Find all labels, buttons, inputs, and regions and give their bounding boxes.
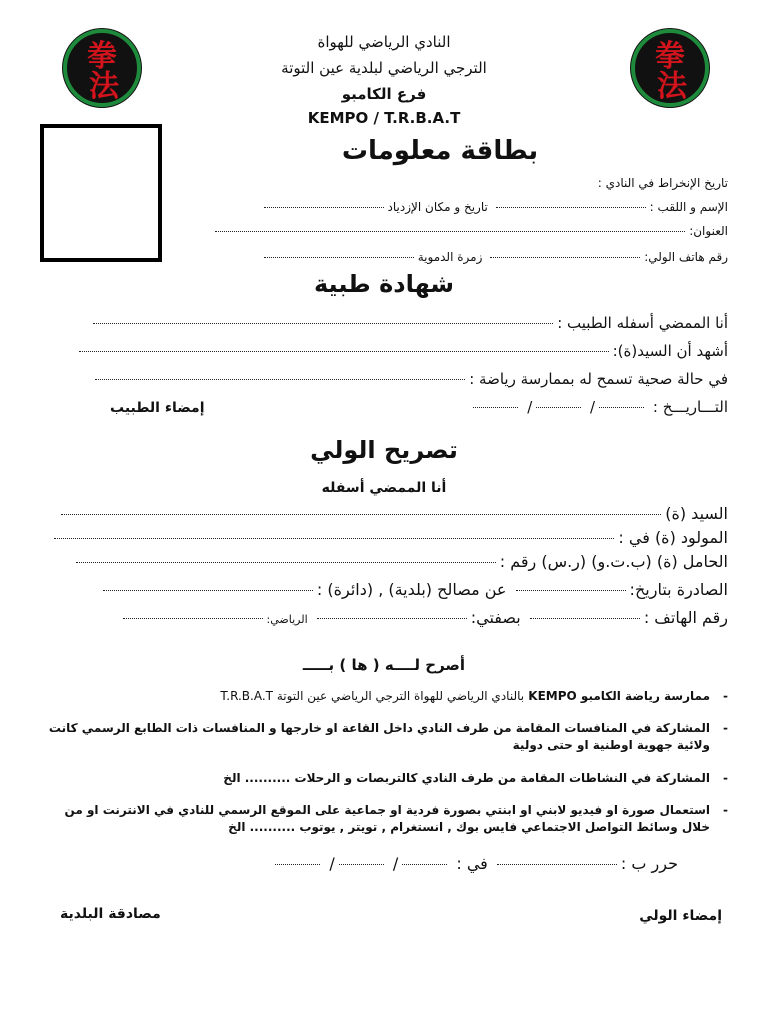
authorization-item-text: المشاركة في النشاطات المقامة من طرف النادي كالتربصات و الرحلات .......... الخ [223,771,710,785]
guardian-phone2-field[interactable] [530,618,640,619]
written-at-label: حرر ب : [620,854,678,873]
birth-label: تاريخ و مكان الإزدياد [387,200,488,214]
club-name: النادي الرياضي للهواة [317,33,451,51]
photo-box[interactable] [40,124,162,262]
guardian-capacity-label: بصفتي: [470,608,521,627]
kempo-code: KEMPO / T.R.B.A.T [307,109,461,127]
blood-type-field[interactable] [264,257,414,258]
sport-health-row [91,368,728,390]
address-field[interactable] [215,231,685,232]
certify-label: أشهد أن السيد(ة): [612,342,728,360]
certify-row [75,340,728,362]
authorization-item-text: ممارسة رياضة الكامبو KEMPO بالنادي الرياضي للهواة الترجي الرياضي عين التوتة T.R.B.A.T [220,689,710,703]
address-row [211,222,728,240]
sport-health-label: في حالة صحية تسمح له بممارسة رياضة : [469,370,728,388]
sport-health-field[interactable] [95,379,465,380]
name-birth-row [260,198,728,216]
name-label: الإسم و اللقب : [649,200,728,214]
info-card-title: بطاقة معلومات [341,136,539,166]
authorization-item-activities: - المشاركة في النشاطات المقامة من طرف النادي كالتربصات و الرحلات .......... الخ [48,770,728,787]
date-day-field[interactable] [599,407,644,408]
guardian-sport-field[interactable] [123,618,263,619]
blood-type-label: زمرة الدموية [417,250,483,264]
authorization-item-text: المشاركة في المنافسات المقامة من طرف النادي داخل القاعة او خارجها و المنافسات ذات الطابع الرسمي كانت ولائية جهوية اوطنية او حتى دولية [48,721,710,752]
doctor-field[interactable] [93,323,553,324]
guardian-phone-field[interactable] [490,257,640,258]
written-day-field[interactable] [402,864,447,865]
address-label: العنوان: [689,224,728,238]
guardian-issued-by-field[interactable] [103,590,313,591]
authorization-item-kempo: - ممارسة رياضة الكامبو KEMPO بالنادي الرياضي للهواة الترجي الرياضي عين التوتة T.R.B.A.T [48,688,728,705]
guardian-issued-by-label: عن مصالح (بلدية) , (دائرة) : [316,580,507,599]
doctor-signature-label: إمضاء الطبيب [110,400,205,416]
guardian-phone-label: رقم هاتف الولي: [644,250,728,264]
date-month-field[interactable] [536,407,581,408]
medical-date-row: التـــاريـــخ : / / [469,396,728,418]
guardian-issued-row [99,578,728,602]
guardian-issued-field[interactable] [516,590,626,591]
authorization-item-media: - استعمال صورة او فيديو لابني او ابنتي بصورة فردية او جماعية على الموقع الرسمي للنادي في الانترنت او من خلال وسائط التواصل الاجتماعي فايس بوك , انستغرام , تويتر , يوتوب .......... الخ [48,802,728,836]
date-year-field[interactable] [473,407,518,408]
certify-field[interactable] [79,351,609,352]
join-date-row [598,174,728,192]
doctor-row [89,312,728,334]
authorization-item-competitions: - المشاركة في المنافسات المقامة من طرف النادي داخل القاعة او خارجها و المنافسات ذات الطابع الرسمي كانت ولائية جهوية اوطنية او حتى دولية [48,721,728,752]
logo-glyph-bottom: 法 [89,69,119,104]
written-on-label: في : [456,854,488,873]
branch-name: فرع الكامبو [341,85,427,103]
municipality-stamp-label: مصادقة البلدية [60,906,161,922]
written-month-field[interactable] [339,864,384,865]
guardian-born-field[interactable] [54,538,614,539]
logo-glyph-bottom: 法 [657,69,687,104]
logo-glyph-top: 拳 [655,39,685,74]
logo-glyph-top: 拳 [87,39,117,74]
join-date-label: تاريخ الإنخراط في النادي : [597,176,728,190]
medical-date-label: التـــاريـــخ : [652,398,728,416]
guardian-title: تصريح الولي [310,436,458,464]
guardian-born-row [50,526,728,550]
guardian-mr-label: السيد (ة) [665,504,728,523]
name-field[interactable] [496,207,646,208]
guardian-sport-label: الرياضي: [266,613,308,626]
written-at-row: حرر ب : في : / / [271,852,678,876]
club-subname: الترجي الرياضي لبلدية عين التوتة [281,59,487,77]
guardian-id-row [72,550,728,574]
guardian-born-label: المولود (ة) في : [618,528,728,547]
guardian-subtitle: أنا الممضي أسفله [321,480,447,496]
guardian-signature-label: إمضاء الولي [639,908,722,924]
doctor-label: أنا الممضي أسفله الطبيب : [557,314,728,332]
medical-title: شهادة طبية [313,270,455,298]
guardian-mr-field[interactable] [61,514,661,515]
birth-field[interactable] [264,207,384,208]
guardian-phone-row [119,606,728,630]
guardian-issued-label: الصادرة بتاريخ: [629,580,728,599]
written-year-field[interactable] [275,864,320,865]
phone-blood-row [260,248,728,266]
authorization-item-text: استعمال صورة او فيديو لابني او ابنتي بصورة فردية او جماعية على الموقع الرسمي للنادي في الانترنت او من خلال وسائط التواصل الاجتماعي فايس بوك , انستغرام , تويتر , يوتوب .......... الخ [64,803,710,834]
authorization-heading: أصرح لــــه ( ها ) بـــــ [302,656,466,674]
guardian-id-label: الحامل (ة) (ب.ت.و) (ر.س) رقم : [499,552,728,571]
guardian-capacity-field[interactable] [317,618,467,619]
guardian-phone2-label: رقم الهاتف : [643,608,728,627]
guardian-mr-row [57,502,728,526]
written-at-field[interactable] [497,864,617,865]
guardian-id-field[interactable] [76,562,496,563]
